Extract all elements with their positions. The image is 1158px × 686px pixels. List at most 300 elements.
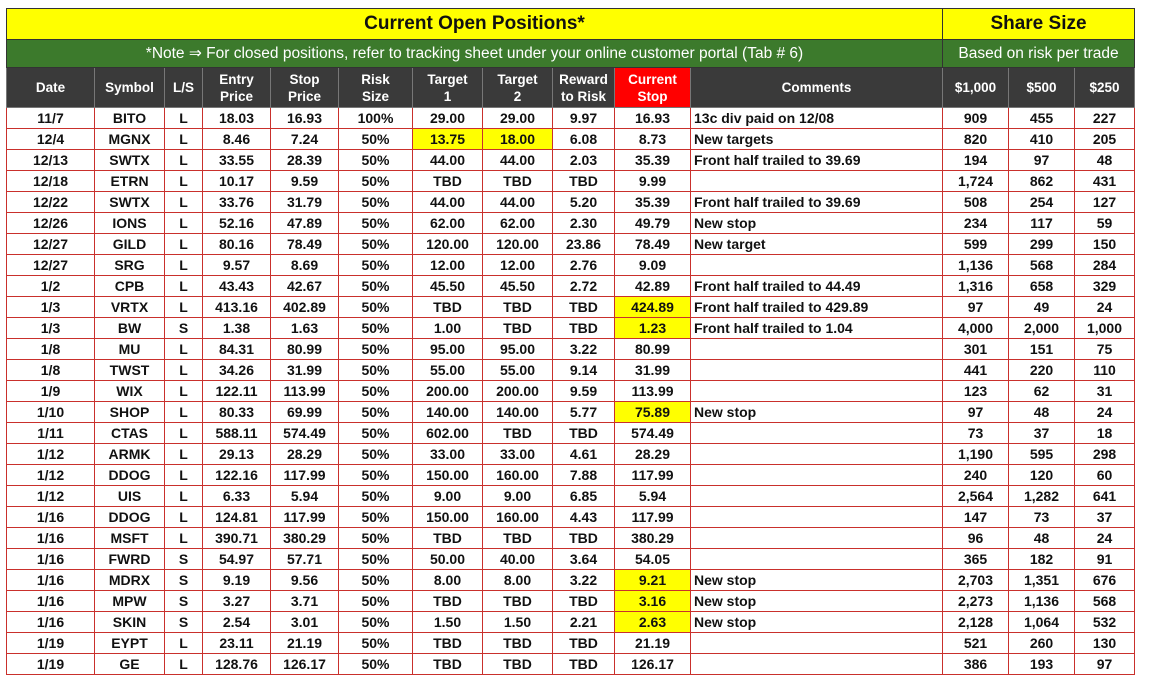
cell-size-500: 220	[1009, 360, 1075, 381]
cell-ls: S	[165, 612, 203, 633]
cell-size-250: 24	[1075, 528, 1135, 549]
cell-stop-price: 78.49	[271, 234, 339, 255]
cell-comment: New stop	[691, 612, 943, 633]
cell-size-250: 31	[1075, 381, 1135, 402]
cell-symbol: MDRX	[95, 570, 165, 591]
cell-size-500: 62	[1009, 381, 1075, 402]
cell-symbol: ETRN	[95, 171, 165, 192]
cell-target-1: 44.00	[413, 150, 483, 171]
cell-ls: L	[165, 528, 203, 549]
cell-target-1: 62.00	[413, 213, 483, 234]
cell-entry-price: 43.43	[203, 276, 271, 297]
cell-risk-size: 50%	[339, 276, 413, 297]
cell-date: 12/22	[7, 192, 95, 213]
cell-size-1000: 365	[943, 549, 1009, 570]
cell-current-stop: 8.73	[615, 129, 691, 150]
cell-symbol: TWST	[95, 360, 165, 381]
cell-size-250: 284	[1075, 255, 1135, 276]
cell-risk-size: 50%	[339, 234, 413, 255]
cell-date: 12/27	[7, 234, 95, 255]
cell-size-500: 182	[1009, 549, 1075, 570]
cell-size-500: 299	[1009, 234, 1075, 255]
cell-size-500: 2,000	[1009, 318, 1075, 339]
column-header-row	[7, 68, 1135, 108]
cell-size-250: 18	[1075, 423, 1135, 444]
cell-size-250: 97	[1075, 654, 1135, 675]
cell-target-2: 12.00	[483, 255, 553, 276]
cell-target-1: 12.00	[413, 255, 483, 276]
table-row	[7, 654, 1135, 675]
cell-risk-size: 50%	[339, 444, 413, 465]
cell-size-1000: 123	[943, 381, 1009, 402]
cell-risk-size: 50%	[339, 570, 413, 591]
cell-comment	[691, 549, 943, 570]
cell-current-stop: 117.99	[615, 465, 691, 486]
cell-ls: L	[165, 507, 203, 528]
cell-reward-to-risk: TBD	[553, 591, 615, 612]
table-row	[7, 360, 1135, 381]
cell-entry-price: 6.33	[203, 486, 271, 507]
cell-comment: Front half trailed to 429.89	[691, 297, 943, 318]
cell-target-2: TBD	[483, 423, 553, 444]
cell-comment: New stop	[691, 570, 943, 591]
cell-current-stop: 80.99	[615, 339, 691, 360]
cell-reward-to-risk: 3.64	[553, 549, 615, 570]
col-current-stop: Current Stop	[615, 68, 691, 108]
col-symbol: Symbol	[95, 68, 165, 108]
table-row	[7, 402, 1135, 423]
table-row	[7, 444, 1135, 465]
cell-size-250: 676	[1075, 570, 1135, 591]
cell-target-2: 95.00	[483, 339, 553, 360]
cell-target-2: 9.00	[483, 486, 553, 507]
cell-entry-price: 413.16	[203, 297, 271, 318]
cell-reward-to-risk: 9.59	[553, 381, 615, 402]
cell-symbol: MU	[95, 339, 165, 360]
cell-risk-size: 50%	[339, 360, 413, 381]
cell-target-1: 13.75	[413, 129, 483, 150]
cell-target-1: 602.00	[413, 423, 483, 444]
cell-reward-to-risk: 2.30	[553, 213, 615, 234]
table-row	[7, 465, 1135, 486]
cell-size-500: 455	[1009, 108, 1075, 129]
cell-size-1000: 96	[943, 528, 1009, 549]
cell-size-1000: 599	[943, 234, 1009, 255]
cell-size-1000: 194	[943, 150, 1009, 171]
cell-date: 12/18	[7, 171, 95, 192]
cell-current-stop: 1.23	[615, 318, 691, 339]
cell-date: 1/16	[7, 507, 95, 528]
cell-stop-price: 402.89	[271, 297, 339, 318]
cell-risk-size: 100%	[339, 108, 413, 129]
cell-risk-size: 50%	[339, 528, 413, 549]
cell-risk-size: 50%	[339, 507, 413, 528]
cell-symbol: VRTX	[95, 297, 165, 318]
cell-size-1000: 2,564	[943, 486, 1009, 507]
cell-current-stop: 49.79	[615, 213, 691, 234]
cell-entry-price: 84.31	[203, 339, 271, 360]
col-date: Date	[7, 68, 95, 108]
cell-target-1: 50.00	[413, 549, 483, 570]
cell-size-1000: 386	[943, 654, 1009, 675]
cell-size-1000: 147	[943, 507, 1009, 528]
cell-date: 1/16	[7, 591, 95, 612]
cell-size-250: 37	[1075, 507, 1135, 528]
cell-stop-price: 16.93	[271, 108, 339, 129]
cell-ls: L	[165, 360, 203, 381]
col-comments: Comments	[691, 68, 943, 108]
cell-size-1000: 1,724	[943, 171, 1009, 192]
cell-reward-to-risk: 4.61	[553, 444, 615, 465]
table-row	[7, 549, 1135, 570]
table-row	[7, 633, 1135, 654]
cell-comment: New stop	[691, 402, 943, 423]
cell-entry-price: 34.26	[203, 360, 271, 381]
table-row	[7, 591, 1135, 612]
cell-target-1: 33.00	[413, 444, 483, 465]
cell-stop-price: 28.39	[271, 150, 339, 171]
cell-target-1: 45.50	[413, 276, 483, 297]
cell-date: 12/13	[7, 150, 95, 171]
cell-date: 1/8	[7, 360, 95, 381]
cell-ls: L	[165, 192, 203, 213]
cell-stop-price: 28.29	[271, 444, 339, 465]
cell-reward-to-risk: 2.72	[553, 276, 615, 297]
cell-target-2: 33.00	[483, 444, 553, 465]
cell-current-stop: 3.16	[615, 591, 691, 612]
cell-target-2: 40.00	[483, 549, 553, 570]
cell-current-stop: 126.17	[615, 654, 691, 675]
cell-stop-price: 42.67	[271, 276, 339, 297]
table-row	[7, 423, 1135, 444]
cell-size-250: 24	[1075, 402, 1135, 423]
cell-current-stop: 424.89	[615, 297, 691, 318]
cell-target-1: 200.00	[413, 381, 483, 402]
cell-ls: L	[165, 633, 203, 654]
positions-body	[7, 108, 1135, 675]
cell-ls: L	[165, 381, 203, 402]
table-row	[7, 612, 1135, 633]
cell-target-1: 150.00	[413, 465, 483, 486]
cell-symbol: IONS	[95, 213, 165, 234]
cell-risk-size: 50%	[339, 297, 413, 318]
cell-size-1000: 441	[943, 360, 1009, 381]
cell-size-1000: 97	[943, 402, 1009, 423]
cell-ls: L	[165, 402, 203, 423]
cell-stop-price: 9.59	[271, 171, 339, 192]
cell-entry-price: 390.71	[203, 528, 271, 549]
cell-size-250: 24	[1075, 297, 1135, 318]
cell-reward-to-risk: TBD	[553, 171, 615, 192]
cell-date: 1/16	[7, 549, 95, 570]
cell-size-1000: 240	[943, 465, 1009, 486]
cell-ls: L	[165, 255, 203, 276]
cell-target-2: 44.00	[483, 150, 553, 171]
cell-stop-price: 8.69	[271, 255, 339, 276]
cell-target-1: 120.00	[413, 234, 483, 255]
cell-ls: L	[165, 150, 203, 171]
cell-target-2: 160.00	[483, 507, 553, 528]
cell-stop-price: 117.99	[271, 507, 339, 528]
cell-target-1: 9.00	[413, 486, 483, 507]
cell-date: 1/16	[7, 570, 95, 591]
cell-risk-size: 50%	[339, 129, 413, 150]
cell-reward-to-risk: 6.08	[553, 129, 615, 150]
cell-target-2: TBD	[483, 528, 553, 549]
cell-comment: Front half trailed to 39.69	[691, 192, 943, 213]
cell-symbol: SHOP	[95, 402, 165, 423]
cell-risk-size: 50%	[339, 150, 413, 171]
cell-size-250: 150	[1075, 234, 1135, 255]
cell-size-1000: 2,128	[943, 612, 1009, 633]
cell-size-250: 127	[1075, 192, 1135, 213]
cell-target-2: 120.00	[483, 234, 553, 255]
cell-reward-to-risk: 4.43	[553, 507, 615, 528]
col-target-2: Target 2	[483, 68, 553, 108]
cell-entry-price: 52.16	[203, 213, 271, 234]
cell-date: 1/12	[7, 486, 95, 507]
cell-size-500: 120	[1009, 465, 1075, 486]
cell-ls: L	[165, 297, 203, 318]
cell-entry-price: 54.97	[203, 549, 271, 570]
cell-comment	[691, 255, 943, 276]
cell-reward-to-risk: 2.21	[553, 612, 615, 633]
cell-size-500: 73	[1009, 507, 1075, 528]
cell-target-2: 55.00	[483, 360, 553, 381]
cell-size-500: 1,136	[1009, 591, 1075, 612]
cell-current-stop: 35.39	[615, 192, 691, 213]
cell-symbol: CPB	[95, 276, 165, 297]
cell-date: 1/12	[7, 444, 95, 465]
cell-comment	[691, 654, 943, 675]
cell-target-1: TBD	[413, 297, 483, 318]
cell-size-500: 48	[1009, 528, 1075, 549]
cell-size-250: 641	[1075, 486, 1135, 507]
cell-target-2: 1.50	[483, 612, 553, 633]
cell-stop-price: 80.99	[271, 339, 339, 360]
cell-target-2: 160.00	[483, 465, 553, 486]
cell-date: 1/10	[7, 402, 95, 423]
page-title: Current Open Positions*	[7, 9, 943, 40]
positions-sheet	[6, 8, 1135, 675]
cell-size-500: 48	[1009, 402, 1075, 423]
cell-risk-size: 50%	[339, 381, 413, 402]
cell-target-1: 1.50	[413, 612, 483, 633]
cell-stop-price: 126.17	[271, 654, 339, 675]
cell-target-1: TBD	[413, 528, 483, 549]
cell-size-250: 110	[1075, 360, 1135, 381]
table-row	[7, 318, 1135, 339]
cell-date: 1/12	[7, 465, 95, 486]
cell-size-250: 75	[1075, 339, 1135, 360]
cell-stop-price: 69.99	[271, 402, 339, 423]
cell-size-500: 117	[1009, 213, 1075, 234]
cell-reward-to-risk: TBD	[553, 654, 615, 675]
cell-size-250: 227	[1075, 108, 1135, 129]
cell-size-1000: 1,136	[943, 255, 1009, 276]
cell-current-stop: 31.99	[615, 360, 691, 381]
cell-entry-price: 122.16	[203, 465, 271, 486]
cell-target-1: TBD	[413, 171, 483, 192]
cell-symbol: EYPT	[95, 633, 165, 654]
cell-size-1000: 508	[943, 192, 1009, 213]
cell-symbol: ARMK	[95, 444, 165, 465]
cell-ls: S	[165, 318, 203, 339]
cell-current-stop: 54.05	[615, 549, 691, 570]
cell-reward-to-risk: 3.22	[553, 570, 615, 591]
cell-size-250: 532	[1075, 612, 1135, 633]
cell-date: 1/9	[7, 381, 95, 402]
cell-comment: Front half trailed to 44.49	[691, 276, 943, 297]
cell-size-250: 568	[1075, 591, 1135, 612]
cell-risk-size: 50%	[339, 654, 413, 675]
cell-symbol: DDOG	[95, 507, 165, 528]
cell-date: 12/4	[7, 129, 95, 150]
table-row	[7, 276, 1135, 297]
cell-target-2: 140.00	[483, 402, 553, 423]
cell-target-1: 8.00	[413, 570, 483, 591]
cell-current-stop: 28.29	[615, 444, 691, 465]
cell-target-2: 45.50	[483, 276, 553, 297]
cell-entry-price: 80.33	[203, 402, 271, 423]
cell-entry-price: 23.11	[203, 633, 271, 654]
cell-comment	[691, 486, 943, 507]
cell-symbol: MPW	[95, 591, 165, 612]
cell-stop-price: 113.99	[271, 381, 339, 402]
table-row	[7, 255, 1135, 276]
cell-comment: Front half trailed to 1.04	[691, 318, 943, 339]
cell-ls: L	[165, 213, 203, 234]
cell-comment: New targets	[691, 129, 943, 150]
col-size-500: $500	[1009, 68, 1075, 108]
cell-ls: L	[165, 423, 203, 444]
cell-risk-size: 50%	[339, 423, 413, 444]
cell-symbol: BW	[95, 318, 165, 339]
cell-risk-size: 50%	[339, 192, 413, 213]
cell-stop-price: 3.71	[271, 591, 339, 612]
cell-risk-size: 50%	[339, 213, 413, 234]
cell-target-2: TBD	[483, 297, 553, 318]
cell-risk-size: 50%	[339, 612, 413, 633]
cell-ls: L	[165, 444, 203, 465]
cell-stop-price: 380.29	[271, 528, 339, 549]
cell-entry-price: 588.11	[203, 423, 271, 444]
cell-ls: L	[165, 108, 203, 129]
cell-comment: Front half trailed to 39.69	[691, 150, 943, 171]
cell-target-2: 62.00	[483, 213, 553, 234]
cell-current-stop: 5.94	[615, 486, 691, 507]
cell-date: 12/26	[7, 213, 95, 234]
cell-size-1000: 97	[943, 297, 1009, 318]
cell-current-stop: 9.99	[615, 171, 691, 192]
cell-symbol: SWTX	[95, 192, 165, 213]
cell-comment	[691, 528, 943, 549]
col-target-1: Target 1	[413, 68, 483, 108]
cell-size-1000: 234	[943, 213, 1009, 234]
cell-risk-size: 50%	[339, 339, 413, 360]
cell-size-1000: 521	[943, 633, 1009, 654]
cell-stop-price: 117.99	[271, 465, 339, 486]
cell-current-stop: 380.29	[615, 528, 691, 549]
cell-reward-to-risk: TBD	[553, 318, 615, 339]
cell-date: 1/19	[7, 654, 95, 675]
cell-symbol: WIX	[95, 381, 165, 402]
cell-comment	[691, 360, 943, 381]
cell-current-stop: 16.93	[615, 108, 691, 129]
cell-risk-size: 50%	[339, 402, 413, 423]
table-row	[7, 129, 1135, 150]
cell-size-1000: 820	[943, 129, 1009, 150]
cell-size-500: 37	[1009, 423, 1075, 444]
cell-ls: L	[165, 654, 203, 675]
cell-stop-price: 1.63	[271, 318, 339, 339]
cell-target-2: TBD	[483, 591, 553, 612]
table-row	[7, 570, 1135, 591]
cell-current-stop: 9.21	[615, 570, 691, 591]
table-row	[7, 528, 1135, 549]
cell-size-1000: 73	[943, 423, 1009, 444]
cell-reward-to-risk: 9.14	[553, 360, 615, 381]
cell-reward-to-risk: TBD	[553, 423, 615, 444]
cell-size-250: 130	[1075, 633, 1135, 654]
table-row	[7, 234, 1135, 255]
cell-reward-to-risk: 5.20	[553, 192, 615, 213]
cell-current-stop: 21.19	[615, 633, 691, 654]
col-size-250: $250	[1075, 68, 1135, 108]
cell-target-1: 55.00	[413, 360, 483, 381]
cell-size-500: 1,282	[1009, 486, 1075, 507]
cell-reward-to-risk: 2.76	[553, 255, 615, 276]
cell-symbol: GILD	[95, 234, 165, 255]
col-entry-price: Entry Price	[203, 68, 271, 108]
table-row	[7, 486, 1135, 507]
cell-comment	[691, 339, 943, 360]
cell-entry-price: 3.27	[203, 591, 271, 612]
cell-stop-price: 574.49	[271, 423, 339, 444]
cell-date: 1/16	[7, 528, 95, 549]
cell-reward-to-risk: 5.77	[553, 402, 615, 423]
cell-ls: S	[165, 591, 203, 612]
cell-size-500: 410	[1009, 129, 1075, 150]
cell-current-stop: 113.99	[615, 381, 691, 402]
cell-reward-to-risk: 3.22	[553, 339, 615, 360]
table-row	[7, 213, 1135, 234]
cell-reward-to-risk: 23.86	[553, 234, 615, 255]
cell-date: 1/16	[7, 612, 95, 633]
share-size-subtitle: Based on risk per trade	[943, 40, 1135, 68]
cell-current-stop: 75.89	[615, 402, 691, 423]
cell-size-500: 1,064	[1009, 612, 1075, 633]
cell-reward-to-risk: 2.03	[553, 150, 615, 171]
cell-risk-size: 50%	[339, 465, 413, 486]
cell-entry-price: 124.81	[203, 507, 271, 528]
cell-risk-size: 50%	[339, 255, 413, 276]
cell-target-1: 150.00	[413, 507, 483, 528]
cell-current-stop: 9.09	[615, 255, 691, 276]
cell-entry-price: 9.19	[203, 570, 271, 591]
closed-positions-note: *Note ⇒ For closed positions, refer to tracking sheet under your online customer portal (Tab # 6)	[7, 40, 943, 68]
table-row	[7, 507, 1135, 528]
cell-stop-price: 5.94	[271, 486, 339, 507]
cell-ls: L	[165, 339, 203, 360]
cell-comment: New stop	[691, 213, 943, 234]
cell-size-1000: 301	[943, 339, 1009, 360]
cell-size-1000: 4,000	[943, 318, 1009, 339]
cell-target-1: 29.00	[413, 108, 483, 129]
cell-reward-to-risk: TBD	[553, 633, 615, 654]
cell-target-2: 18.00	[483, 129, 553, 150]
cell-size-1000: 2,703	[943, 570, 1009, 591]
